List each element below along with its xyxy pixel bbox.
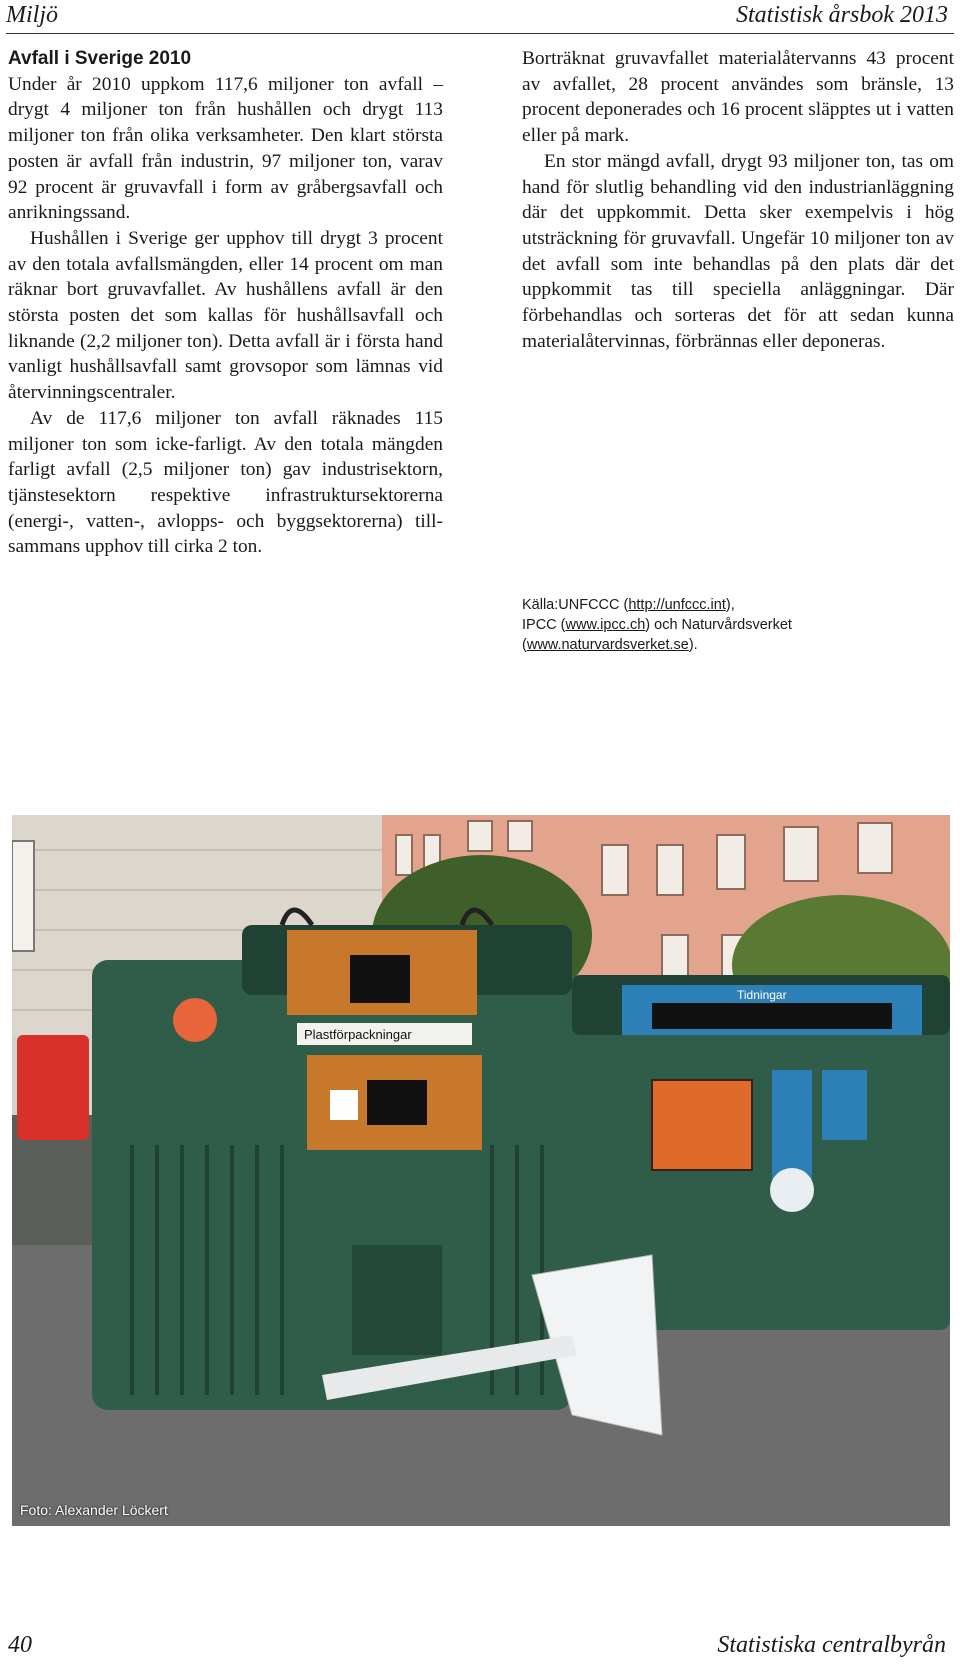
slot	[652, 1003, 892, 1029]
source-text: Källa:UNFCCC (	[522, 597, 629, 613]
publication-title: Statistisk årsbok 2013	[735, 2, 948, 28]
source-text: IPCC (	[522, 617, 566, 633]
source-note	[522, 595, 942, 655]
publisher-name: Statistiska centralbyrån	[717, 1632, 946, 1658]
source-text: ),	[725, 597, 735, 613]
bin-label-right: Tidningar	[737, 988, 787, 1002]
right-column	[522, 46, 954, 354]
page-header	[0, 0, 960, 36]
article-heading: Avfall i Sverige 2010	[8, 48, 192, 69]
wall-window	[12, 841, 34, 951]
vent-grille	[352, 1245, 442, 1355]
blue-panel	[822, 1070, 867, 1140]
paragraph: En stor mängd avfall, drygt 93 miljoner ton, tas om hand för slutlig behandling vid den industrianläggning där det uppkommit. Detta sker exempelvis i hög utsträckning för gruvavfall. Ungefär 10 miljoner ton av det avfall som inte behandlas på den plats där det uppkommit tas till speciella anläggningar. Där förbehandlas och sorteras det för att sedan kunna materialåtervinnas, förbrännas eller deponeras.	[522, 150, 954, 352]
photo-illustration	[12, 815, 950, 1526]
source-text: (	[522, 637, 527, 653]
red-box	[17, 1035, 89, 1140]
header-rule	[6, 33, 954, 34]
info-sign	[652, 1080, 752, 1170]
round-sticker	[770, 1168, 814, 1212]
paragraph: Under år 2010 uppkom 117,6 miljoner ton avfall – drygt 4 miljoner ton från hushållen och drygt 113 miljoner ton från olika verksamheter. Den klart största posten är avfall från industrin, 97 miljoner ton, varav 92 procent är gruvavfall i form av gråbergsavfall och anrikningssand.	[8, 73, 443, 224]
page-number: 40	[8, 1632, 32, 1658]
unfccc-link[interactable]: http://unfccc.int	[628, 597, 726, 613]
ipcc-link[interactable]: www.ipcc.ch	[565, 617, 646, 633]
paragraph: Borträknat gruvavfallet materialåtervanns 43 procent av avfallet, 28 procent användes som bränsle, 13 procent deponerades och 16 procent släpptes ut i vatten eller på mark.	[522, 48, 954, 147]
blue-panel	[772, 1070, 812, 1180]
left-recycling-bin	[92, 910, 572, 1410]
round-sticker	[173, 998, 217, 1042]
naturvardsverket-link[interactable]: www.naturvardsverket.se	[526, 637, 689, 653]
paragraph: Hushållen i Sverige ger upphov till drygt 3 procent av den totala avfallsmängden, eller 14 procent om man räknar bort gruvavfallet. Av hushållens avfall är den största posten det som kallas för hushållsavfall och liknande (2,2 miljoner ton). Detta avfall är i första hand vanligt hushållsavfall samt grovsopor som lämnas vid återvinningscentraler.	[8, 227, 443, 404]
slot	[367, 1080, 427, 1125]
source-text: ) och Naturvårdsverket	[645, 617, 792, 633]
wheelchair-icon	[330, 1090, 358, 1120]
source-text: ).	[688, 637, 698, 653]
left-column	[8, 46, 443, 560]
section-title: Miljö	[6, 2, 58, 28]
paragraph: Av de 117,6 miljoner ton avfall räknades 115 miljoner ton som icke-farligt. Av den totala mängden farligt avfall (2,5 miljoner ton) gav industrisektorn, tjänstesektorn respektive infrastruktursektorerna (energi-, vatten-, avlopps- och byggsektorerna) tillsammans upphov till cirka 2 ton.	[8, 407, 443, 558]
bin-label-left: Plastförpackningar	[304, 1027, 412, 1042]
slot	[350, 955, 410, 1003]
photo-credit: Foto: Alexander Löckert	[20, 1502, 168, 1518]
recycling-bins-photo	[12, 815, 950, 1526]
